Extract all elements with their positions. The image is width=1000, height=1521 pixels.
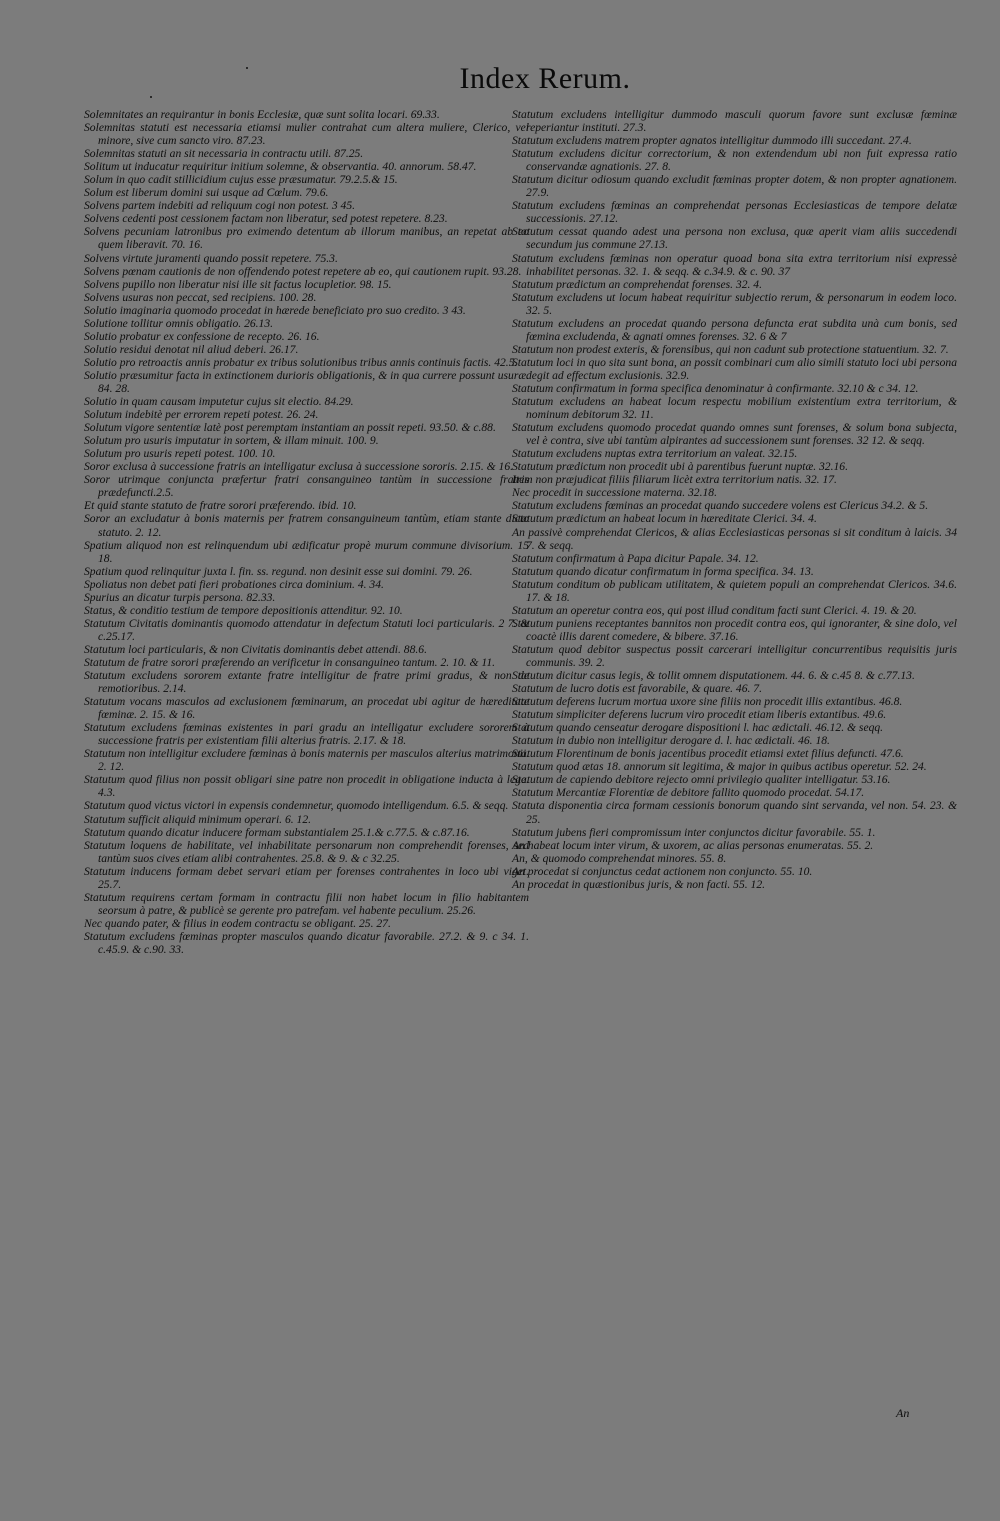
index-entry: An procedat in quæstionibus juris, & non facti. 55. 12. [512, 877, 766, 891]
index-entry: Spurius an dicatur turpis persona. 82.33. [84, 590, 276, 604]
index-entry: Solutum pro usuris imputatur in sortem, & illam minuit. 100. 9. [84, 434, 379, 448]
index-entry: Statutum excludens fœminas an procedat quando succedere volens est Clericus 34.2. & 5. [512, 499, 929, 513]
index-entry: Statutum de capiendo debitore rejecto omni privilegio qualiter intelligatur. 53.16. [512, 773, 891, 787]
index-entry: Statutum jubens fieri compromissum inter conjunctos dicitur favorabile. 55. 1. [512, 825, 876, 839]
index-entry: Statutum in dubio non intelligitur derogare d. l. hac ædictali. 46. 18. [512, 734, 830, 748]
index-entry: Statuta disponentia circa formam cessionis bonorum quando sint servanda, vel non. 54. 23. & 25. [512, 799, 957, 826]
index-entry: Statutum excludens an procedat quando persona defuncta erat subdita unà cum bonis, sed fœmina excludenda, & agnati omnes forenses. 32. 6 & 7 [512, 316, 957, 343]
index-entry: Statutum de lucro dotis est favorabile, & quare. 46. 7. [512, 682, 762, 696]
index-entry: Statutum excludens fœminas existentes in pari gradu an intelligatur excludere sororem à successione fratris per existentiam filii alterius fratris. 2.17. & 18. [84, 721, 529, 748]
index-entry: Statutum prædictum non procedit ubi à parentibus fuerunt nuptæ. 32.16. [512, 460, 848, 474]
index-entry: Statutum non intelligitur excludere fœminas à bonis maternis per masculos alterius matrimonii. 2. 12. [84, 747, 529, 774]
index-entry: Soror an excludatur à bonis maternis per fratrem consanguineum tantùm, etiam stante dicto statuto. 2. 12. [84, 512, 529, 539]
index-column-left [84, 108, 529, 956]
index-entry: Statutum dicitur odiosum quando excludit fœminas propter dotem, & non propter agnationem. 27.9. [512, 173, 957, 200]
index-entry: Nec quando pater, & filius in eodem contractu se obligant. 25. 27. [84, 916, 391, 930]
index-entry: Statutum quod filius non possit obligari sine patre non procedit in obligatione inducta à lege. 4.3. [84, 773, 529, 800]
ink-speck [150, 96, 152, 98]
index-entry: Statutum de fratre sorori præferendo an verificetur in consanguineo tantum. 2. 10. & 11. [84, 655, 496, 669]
index-entry: Solutione tollitur omnis obligatio. 26.13. [84, 316, 274, 330]
index-entry: Statutum inducens formam debet servari etiam per forenses contrahentes in loco ubi viget. 25.7. [84, 864, 529, 891]
index-entry: Statutum excludens dicitur correctorium, & non extendendum ubi non fuit expressa ratio conservandæ agnationis. 27. 8. [512, 147, 957, 174]
index-entry: Statutum quando censeatur derogare dispositioni l. hac ædictali. 46.12. & seqq. [512, 721, 884, 735]
index-entry: Statutum simpliciter deferens lucrum viro procedit etiam liberis extantibus. 49.6. [512, 708, 887, 722]
index-entry: Solutio pro retroactis annis probatur ex tribus solutionibus tribus annis continuis factis. 42.5. [84, 355, 518, 369]
index-entry: Solvens pecuniam latronibus pro eximendo detentum ab illorum manibus, an repetat ab eo quem liberavit. 70. 16. [84, 225, 529, 252]
index-entry: Statutum quod debitor suspectus possit carcerari intelligitur concurrentibus requisitis juris communis. 39. 2. [512, 642, 957, 669]
index-entry: Statutum quod victus victori in expensis condemnetur, quomodo intelligendum. 6.5. & seqq. [84, 799, 509, 813]
index-entry: Solum in quo cadit stillicidium cujus esse præsumatur. 79.2.5.& 15. [84, 173, 398, 187]
index-entry: Solitum ut inducatur requiritur initium solemne, & observantia. 40. annorum. 58.47. [84, 160, 477, 174]
index-entry: Statutum vocans masculos ad exclusionem fœminarum, an procedat ubi agitur de hæreditate fœminæ. 2. 15. & 16. [84, 695, 529, 722]
index-entry: Statutum an operetur contra eos, qui post illud conditum facti sunt Clerici. 4. 19. & 20. [512, 603, 917, 617]
index-entry: Solum est liberum domini sui usque ad Cœlum. 79.6. [84, 186, 329, 200]
ink-speck [246, 67, 248, 69]
index-entry: Statutum Civitatis dominantis quomodo attendatur in defectum Statuti loci particularis. 2 7. & c.25.17. [84, 616, 529, 643]
index-entry: Solutio probatur ex confessione de recepto. 26. 16. [84, 329, 320, 343]
index-entry: Statutum prædictum an comprehendat forenses. 32. 4. [512, 277, 762, 291]
index-entry: Statutum loquens de habilitate, vel inhabilitate personarum non comprehendit forenses, sed tantùm suos cives etiam alibi contrahentes. 25.8. & 9. & c 32.25. [84, 838, 529, 865]
index-entry: Statutum quod ætas 18. annorum sit legitima, & major in quibus actibus operetur. 52. 24. [512, 760, 927, 774]
index-entry: Statutum excludens fœminas propter masculos quando dicatur favorabile. 27.2. & 9. c 34. 1. c.45.9. & c.90. 33. [84, 929, 529, 956]
index-entry: Et quid stante statuto de fratre sorori præferendo. ibid. 10. [84, 499, 357, 513]
index-entry: Statutum puniens receptantes bannitos non procedit contra eos, qui ignoranter, & sine dolo, vel coactè illis darent comedere, & bibere. 37.16. [512, 616, 957, 643]
index-entry: Solvens partem indebiti ad reliquum cogi non potest. 3 45. [84, 199, 356, 213]
index-entry: Nec procedit in successione materna. 32.18. [512, 486, 717, 500]
index-entry: Statutum requirens certam formam in contractu filii non habet locum in filio habitantem seorsum à patre, & publicè se gerente pro patrefam. vel habente peculium. 25.26. [84, 890, 529, 917]
index-entry: Spoliatus non debet pati fieri probationes circa dominium. 4. 34. [84, 577, 384, 591]
index-entry: Statutum prædictum an habeat locum in hæreditate Clerici. 34. 4. [512, 512, 817, 526]
index-entry: Statutum sufficit aliquid minimum operari. 6. 12. [84, 812, 312, 826]
index-entry: Spatium quod relinquitur juxta l. fin. ss. regund. non desinit esse sui domini. 79. 26. [84, 564, 473, 578]
index-entry: Statutum non prodest exteris, & forensibus, qui non cadunt sub protectione statuentium. 32. 7. [512, 342, 949, 356]
index-entry: Statutum excludens fœminas an comprehendat personas Ecclesiasticas de tempore delatæ successionis. 27.12. [512, 199, 957, 226]
index-entry: Statutum dicitur casus legis, & tollit omnem disputationem. 44. 6. & c.45 8. & c.77.13. [512, 669, 915, 683]
index-entry: Solutum indebitè per errorem repeti potest. 26. 24. [84, 408, 319, 422]
index-entry: Statutum excludens ut locum habeat requiritur subjectio rerum, & personarum in eodem loco. 32. 5. [512, 290, 957, 317]
index-entry: Solutum pro usuris repeti potest. 100. 10. [84, 447, 276, 461]
index-entry: Statutum excludens an habeat locum respectu mobilium existentium extra territorium, & nominum debitorum 32. 11. [512, 395, 957, 422]
index-entry: An habeat locum inter virum, & uxorem, ac alias personas enumeratas. 55. 2. [512, 838, 874, 852]
index-column-right [512, 108, 957, 891]
index-entry: Solemnitas statuti est necessaria etiamsi mulier contrahat cum altera muliere, Clerico, vel minore, sive cum sancto viro. 87.23. [84, 121, 529, 148]
index-entry: Statutum excludens matrem propter agnatos intelligitur dummodo illi succedant. 27.4. [512, 134, 912, 148]
index-entry: Statutum excludens nuptas extra territorium an valeat. 32.15. [512, 447, 798, 461]
index-entry: Spatium aliquod non est relinquendum ubi ædificatur propè murum commune divisorium. 15 18. [84, 538, 529, 565]
index-entry: Solvens cedenti post cessionem factam non liberatur, sed potest repetere. 8.23. [84, 212, 448, 226]
index-entry: Statutum quando dicatur inducere formam substantialem 25.1.& c.77.5. & c.87.16. [84, 825, 470, 839]
index-entry: Statutum loci particularis, & non Civitatis dominantis debet attendi. 88.6. [84, 642, 427, 656]
index-entry: Solvens pœnam cautionis de non offendendo potest repetere ab eo, qui cautionem rupit. 93.28. [84, 264, 522, 278]
index-entry: Statutum Florentinum de bonis jacentibus procedit etiamsi extet filius defuncti. 47.6. [512, 747, 904, 761]
index-entry: An procedat si conjunctus cedat actionem non conjuncto. 55. 10. [512, 864, 813, 878]
index-entry: Solutio imaginaria quomodo procedat in hærede beneficiato pro suo credito. 3 43. [84, 303, 466, 317]
index-entry: Statutum excludens intelligitur dummodo masculi quorum favore sunt exclusæ fœminæ reperiantur instituti. 27.3. [512, 108, 957, 135]
index-entry: Statutum excludens fœminas non operatur quoad bona sita extra territorium nisi expressè inhabilitet personas. 32. 1. & seqq. & c.34.9. & c. 90. 37 [512, 251, 957, 278]
index-entry: Soror utrimque conjuncta præfertur fratri consanguineo tantùm in successione fratris prædefuncti.2.5. [84, 473, 529, 500]
index-entry: Solutio residui denotat nil aliud deberi. 26.17. [84, 342, 299, 356]
index-entry: An passivè comprehendat Clericos, & alias Ecclesiasticas personas si sit conditum à laicis. 34 7. & seqq. [512, 525, 957, 552]
index-entry: Statutum loci in quo sita sunt bona, an possit combinari cum alio simili statuto loci ubi persona degit ad effectum exclusionis. 32.9. [512, 355, 957, 382]
index-entry: Statutum conditum ob publicam utilitatem, & quietem populi an comprehendat Clericos. 34.6. 17. & 18. [512, 577, 957, 604]
index-entry: Solutum vigore sententiæ latè post peremptam instantiam an possit repeti. 93.50. & c.88. [84, 421, 496, 435]
index-entry: Statutum confirmatum in forma specifica denominatur à confirmante. 32.10 & c 34. 12. [512, 381, 919, 395]
index-entry: Solemnitates an requirantur in bonis Ecclesiæ, quæ sunt solita locari. 69.33. [84, 108, 440, 121]
index-entry: Soror exclusa à successione fratris an intelligatur exclusa à successione sororis. 2.15. & 16. [84, 460, 514, 474]
index-entry: Statutum quando dicatur confirmatum in forma specifica. 34. 13. [512, 564, 814, 578]
index-entry: Solemnitas statuti an sit necessaria in contractu utili. 87.25. [84, 147, 364, 161]
index-entry: Solvens pupillo non liberatur nisi ille sit factus locupletior. 98. 15. [84, 277, 392, 291]
index-entry: Statutum Mercantiæ Florentiæ de debitore fallito quomodo procedat. 54.17. [512, 786, 865, 800]
index-entry: Statutum confirmatum à Papa dicitur Papale. 34. 12. [512, 551, 759, 565]
index-entry: Statutum excludens quomodo procedat quando omnes sunt forenses, & solum bona subjecta, vel è contra, sive ubi tantùm alpirantes ad successionem sunt forenses. 32 12. & seqq. [512, 421, 957, 448]
index-entry: Statutum cessat quando adest una persona non exclusa, quæ aperit viam aliis succedendi secundum jus commune 27.13. [512, 225, 957, 252]
page-title: Index Rerum. [459, 62, 631, 95]
index-entry: Statutum excludens sororem extante fratre intelligitur de fratre primi gradus, & non de remotioribus. 2.14. [84, 669, 529, 696]
index-entry: Solutio in quam causam imputetur cujus sit electio. 84.29. [84, 395, 354, 409]
index-entry: Solvens usuras non peccat, sed recipiens. 100. 28. [84, 290, 317, 304]
catchword: An [896, 1406, 910, 1420]
index-entry: Status, & conditio testium de tempore depositionis attenditur. 92. 10. [84, 603, 403, 617]
index-entry: Statutum deferens lucrum mortua uxore sine filiis non procedit illis extantibus. 46.8. [512, 695, 903, 709]
index-entry: Solvens virtute juramenti quando possit repetere. 75.3. [84, 251, 338, 265]
index-entry: Solutio præsumitur facta in extinctionem durioris obligationis, & in qua currere possunt usuræ. 84. 28. [84, 368, 529, 395]
index-entry: An, & quomodo comprehendat minores. 55. 8. [512, 851, 727, 865]
index-entry: Item non præjudicat filiis filiarum licèt extra territorium natis. 32. 17. [512, 473, 837, 487]
